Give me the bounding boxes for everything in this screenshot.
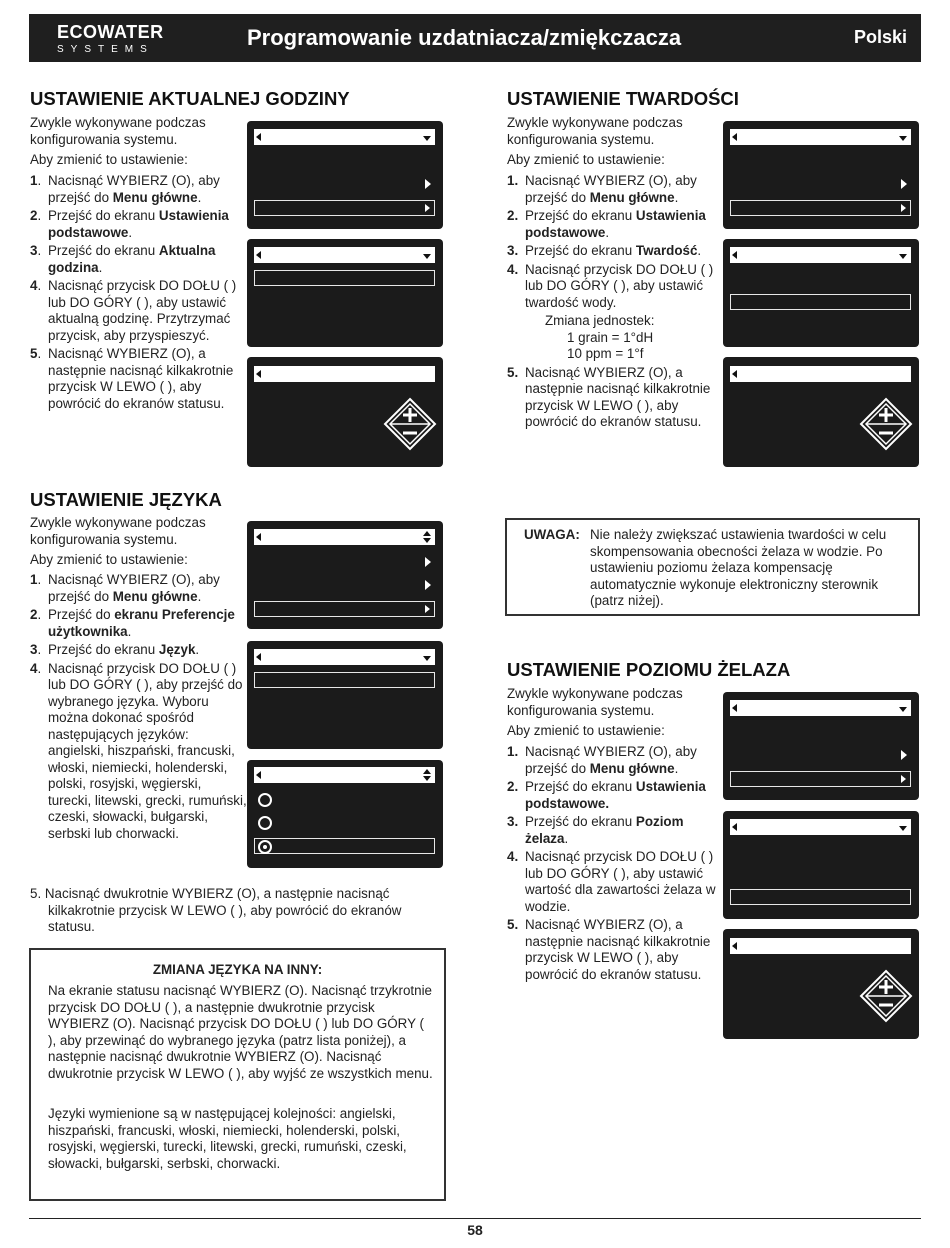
controller-screen-hardness [723, 357, 919, 467]
step-item: 4. Nacisnąć przycisk DO DOŁU ( ) lub DO GÓRY ( ), aby ustawić wartość dla zawartości żelaza w wodzie. [507, 849, 716, 914]
radio-selected-icon [258, 840, 272, 854]
intro-line: Zwykle wykonywane podczas [507, 115, 683, 130]
unit-line: 10 ppm = 1°f [567, 346, 644, 361]
left-arrow-icon [732, 251, 737, 259]
plus-minus-icon [859, 397, 913, 451]
intro-line: Aby zmienić to ustawienie: [507, 723, 665, 738]
menu-title-bar [254, 366, 435, 382]
intro-text [30, 515, 240, 569]
left-arrow-icon [256, 370, 261, 378]
left-arrow-icon [732, 704, 737, 712]
right-arrow-icon [901, 179, 907, 189]
controller-screen-basic-settings [723, 811, 919, 919]
left-arrow-icon [732, 133, 737, 141]
controller-screen-basic-settings [723, 239, 919, 347]
page-title: Programowanie uzdatniacza/zmiękczacza [247, 25, 682, 50]
selected-menu-item [730, 889, 911, 905]
language-label: Polski [853, 27, 907, 47]
page-header [29, 14, 921, 62]
step-item: 3. Przejść do ekranu Aktualna godzina. [30, 243, 216, 275]
footer-divider [29, 1218, 921, 1219]
left-arrow-icon [732, 370, 737, 378]
menu-title-bar [730, 129, 911, 145]
intro-line: Zwykle wykonywane podczas [30, 515, 206, 530]
right-arrow-icon [425, 557, 431, 567]
radio-icon [258, 816, 272, 830]
down-arrow-icon [899, 136, 907, 141]
steps-list [30, 572, 248, 844]
right-arrow-icon [425, 605, 430, 613]
right-arrow-icon [425, 580, 431, 590]
unit-line: 1 grain = 1°dH [567, 329, 654, 345]
left-arrow-icon [732, 823, 737, 831]
down-arrow-icon [423, 136, 431, 141]
down-arrow-icon [899, 707, 907, 712]
menu-title-bar [730, 247, 911, 263]
step-item: 2. Przejść do ekranu Ustawienia podstawowe. [507, 208, 706, 240]
menu-title-bar [254, 529, 435, 545]
plus-minus-icon [383, 397, 437, 451]
step-item: 5. Nacisnąć dwukrotnie WYBIERZ (O), a następnie nacisnąć kilkakrotnie przycisk W LEWO ( ), aby powrócić do ekranów statusu. [30, 886, 402, 934]
down-arrow-icon [423, 538, 431, 543]
controller-screen-main-menu [723, 692, 919, 800]
step-item: 4. Nacisnąć przycisk DO DOŁU ( ) lub DO GÓRY ( ), aby przejść do wybranego języka. Wyboru można dokonać spośród następujących języków: angielski, hiszpański, francuski, włoski, niemiecki, holenderski, polski, rosyjski, węgierski, turecki, litewski, grecki, rumuński, czeski, słowacki, bułgarski, serbski lub chorwacki. [30, 660, 247, 841]
step-item: 2. Przejść do ekranu Ustawienia podstawowe. [30, 208, 229, 240]
selected-menu-item [730, 771, 911, 787]
right-arrow-icon [425, 204, 430, 212]
menu-title-bar [254, 129, 435, 145]
step-item: 1. Nacisnąć WYBIERZ (O), aby przejść do Menu główne. [507, 173, 697, 205]
unit-conversion [545, 313, 719, 363]
right-arrow-icon [901, 775, 906, 783]
left-arrow-icon [256, 133, 261, 141]
section-heading-language: USTAWIENIE JĘZYKA [30, 489, 222, 510]
intro-line: konfigurowania systemu. [30, 531, 178, 547]
down-arrow-icon [423, 254, 431, 259]
step-item: 3. Przejść do ekranu Poziom żelaza. [507, 814, 684, 846]
intro-text [507, 115, 717, 169]
right-arrow-icon [425, 179, 431, 189]
intro-line: konfigurowania systemu. [507, 702, 655, 718]
step-item: 3. Przejść do ekranu Język. [30, 642, 200, 657]
selected-menu-item [730, 294, 911, 310]
controller-screen-language [247, 760, 443, 868]
step-item: 3. Przejść do ekranu Twardość. [507, 243, 702, 258]
right-arrow-icon [901, 204, 906, 212]
intro-line: Zwykle wykonywane podczas [30, 115, 206, 130]
box-paragraph: Języki wymienione są w następującej kolejności: angielski, hiszpański, francuski, włoski, niemiecki, holenderski, polski, rosyjski, węgierski, turecki, litewski, grecki, rumuński, czeski, słowacki, bułgarski, serbski, chorwacki. [48, 1106, 407, 1171]
intro-line: konfigurowania systemu. [507, 131, 655, 147]
note-label: UWAGA: [524, 527, 580, 542]
section-heading-hardness: USTAWIENIE TWARDOŚCI [507, 88, 739, 109]
intro-text [507, 686, 717, 740]
steps-list [507, 744, 719, 985]
note-text: Nie należy zwiększać ustawienia twardości w celu skompensowania obecności żelaza w wodzie. Po ustawieniu poziomu żelaza kompensację automatycznie wykonuje elektroniczny sterownik (patrz niżej). [590, 527, 887, 608]
down-arrow-icon [899, 826, 907, 831]
down-arrow-icon [899, 254, 907, 259]
menu-title-bar [730, 366, 911, 382]
step-item: 1. Nacisnąć WYBIERZ (O), aby przejść do Menu główne. [507, 744, 697, 776]
change-language-box [29, 948, 446, 1201]
menu-title-bar [730, 819, 911, 835]
controller-screen-iron-level [723, 929, 919, 1039]
intro-line: konfigurowania systemu. [30, 131, 178, 147]
brand-logo: ECOWATER [57, 22, 164, 42]
selected-menu-item [254, 672, 435, 688]
down-arrow-icon [423, 776, 431, 781]
intro-line: Aby zmienić to ustawienie: [30, 152, 188, 167]
selected-menu-item [254, 601, 435, 617]
step-item: 4. Nacisnąć przycisk DO DOŁU ( ) lub DO GÓRY ( ), aby ustawić aktualną godzinę. Przytrzymać przycisk, aby przyspieszyć. [30, 278, 237, 343]
step-item: 5. Nacisnąć WYBIERZ (O), a następnie nacisnąć kilkakrotnie przycisk W LEWO ( ), aby powrócić do ekranów statusu. [507, 364, 711, 429]
step-item: 2. Przejść do ekranu Ustawienia podstawowe. [507, 779, 706, 811]
controller-screen-main-menu [247, 521, 443, 629]
box-title: ZMIANA JĘZYKA NA INNY: [152, 962, 323, 977]
controller-screen-basic-settings [247, 239, 443, 347]
right-arrow-icon [901, 750, 907, 760]
plus-minus-icon [859, 969, 913, 1023]
intro-text [30, 115, 240, 169]
controller-screen-current-time [247, 357, 443, 467]
section-heading-time: USTAWIENIE AKTUALNEJ GODZINY [30, 88, 350, 109]
up-arrow-icon [423, 531, 431, 536]
radio-icon [258, 793, 272, 807]
left-arrow-icon [256, 653, 261, 661]
menu-title-bar [730, 938, 911, 954]
step-item: 5. Nacisnąć WYBIERZ (O), a następnie nacisnąć kilkakrotnie przycisk W LEWO ( ), aby powrócić do ekranów statusu. [30, 346, 234, 411]
left-arrow-icon [732, 942, 737, 950]
intro-line: Aby zmienić to ustawienie: [507, 152, 665, 167]
down-arrow-icon [423, 656, 431, 661]
up-arrow-icon [423, 769, 431, 774]
step-item: 4. Nacisnąć przycisk DO DOŁU ( ) lub DO GÓRY ( ), aby ustawić twardość wody. [507, 261, 714, 310]
controller-screen-main-menu [723, 121, 919, 229]
section-heading-iron: USTAWIENIE POZIOMU ŻELAZA [507, 659, 791, 680]
step-item: 1. Nacisnąć WYBIERZ (O), aby przejść do Menu główne. [30, 173, 220, 205]
step-item: 1. Nacisnąć WYBIERZ (O), aby przejść do Menu główne. [30, 572, 220, 604]
steps-list [30, 173, 245, 414]
intro-line: Aby zmienić to ustawienie: [30, 552, 188, 567]
selected-menu-item [254, 200, 435, 216]
box-paragraph: Na ekranie statusu nacisnąć WYBIERZ (O). Nacisnąć trzykrotnie przycisk DO DOŁU ( ), a następnie dwukrotnie przycisk WYBIERZ (O). Nacisnąć przycisk DO DOŁU ( ) lub DO GÓRY ( ), aby przewinąć do wybranego języka (patrz lista poniżej), a następnie nacisnąć dwukrotnie WYBIERZ (O). Nacisnąć dwukrotnie przycisk W LEWO ( ), aby wyjść ze wszystkich menu. [48, 983, 433, 1081]
step-item: 5. Nacisnąć WYBIERZ (O), a następnie nacisnąć kilkakrotnie przycisk W LEWO ( ), aby powrócić do ekranów statusu. [507, 917, 711, 982]
note-box [505, 518, 920, 616]
controller-screen-user-preferences [247, 641, 443, 749]
menu-title-bar [254, 767, 435, 783]
controller-screen-main-menu [247, 121, 443, 229]
unit-title: Zmiana jednostek: [545, 313, 655, 328]
selected-menu-item [254, 838, 435, 854]
step-item: 2. Przejść do ekranu Preferencje użytkownika. [30, 607, 235, 639]
left-arrow-icon [256, 771, 261, 779]
selected-menu-item [730, 200, 911, 216]
steps-list [507, 173, 719, 433]
menu-title-bar [254, 649, 435, 665]
intro-line: Zwykle wykonywane podczas [507, 686, 683, 701]
left-arrow-icon [256, 533, 261, 541]
menu-title-bar [254, 247, 435, 263]
left-arrow-icon [256, 251, 261, 259]
page-number: 58 [467, 1222, 483, 1238]
selected-menu-item [254, 270, 435, 286]
brand-logo-subtitle: SYSTEMS [57, 44, 154, 55]
menu-title-bar [730, 700, 911, 716]
